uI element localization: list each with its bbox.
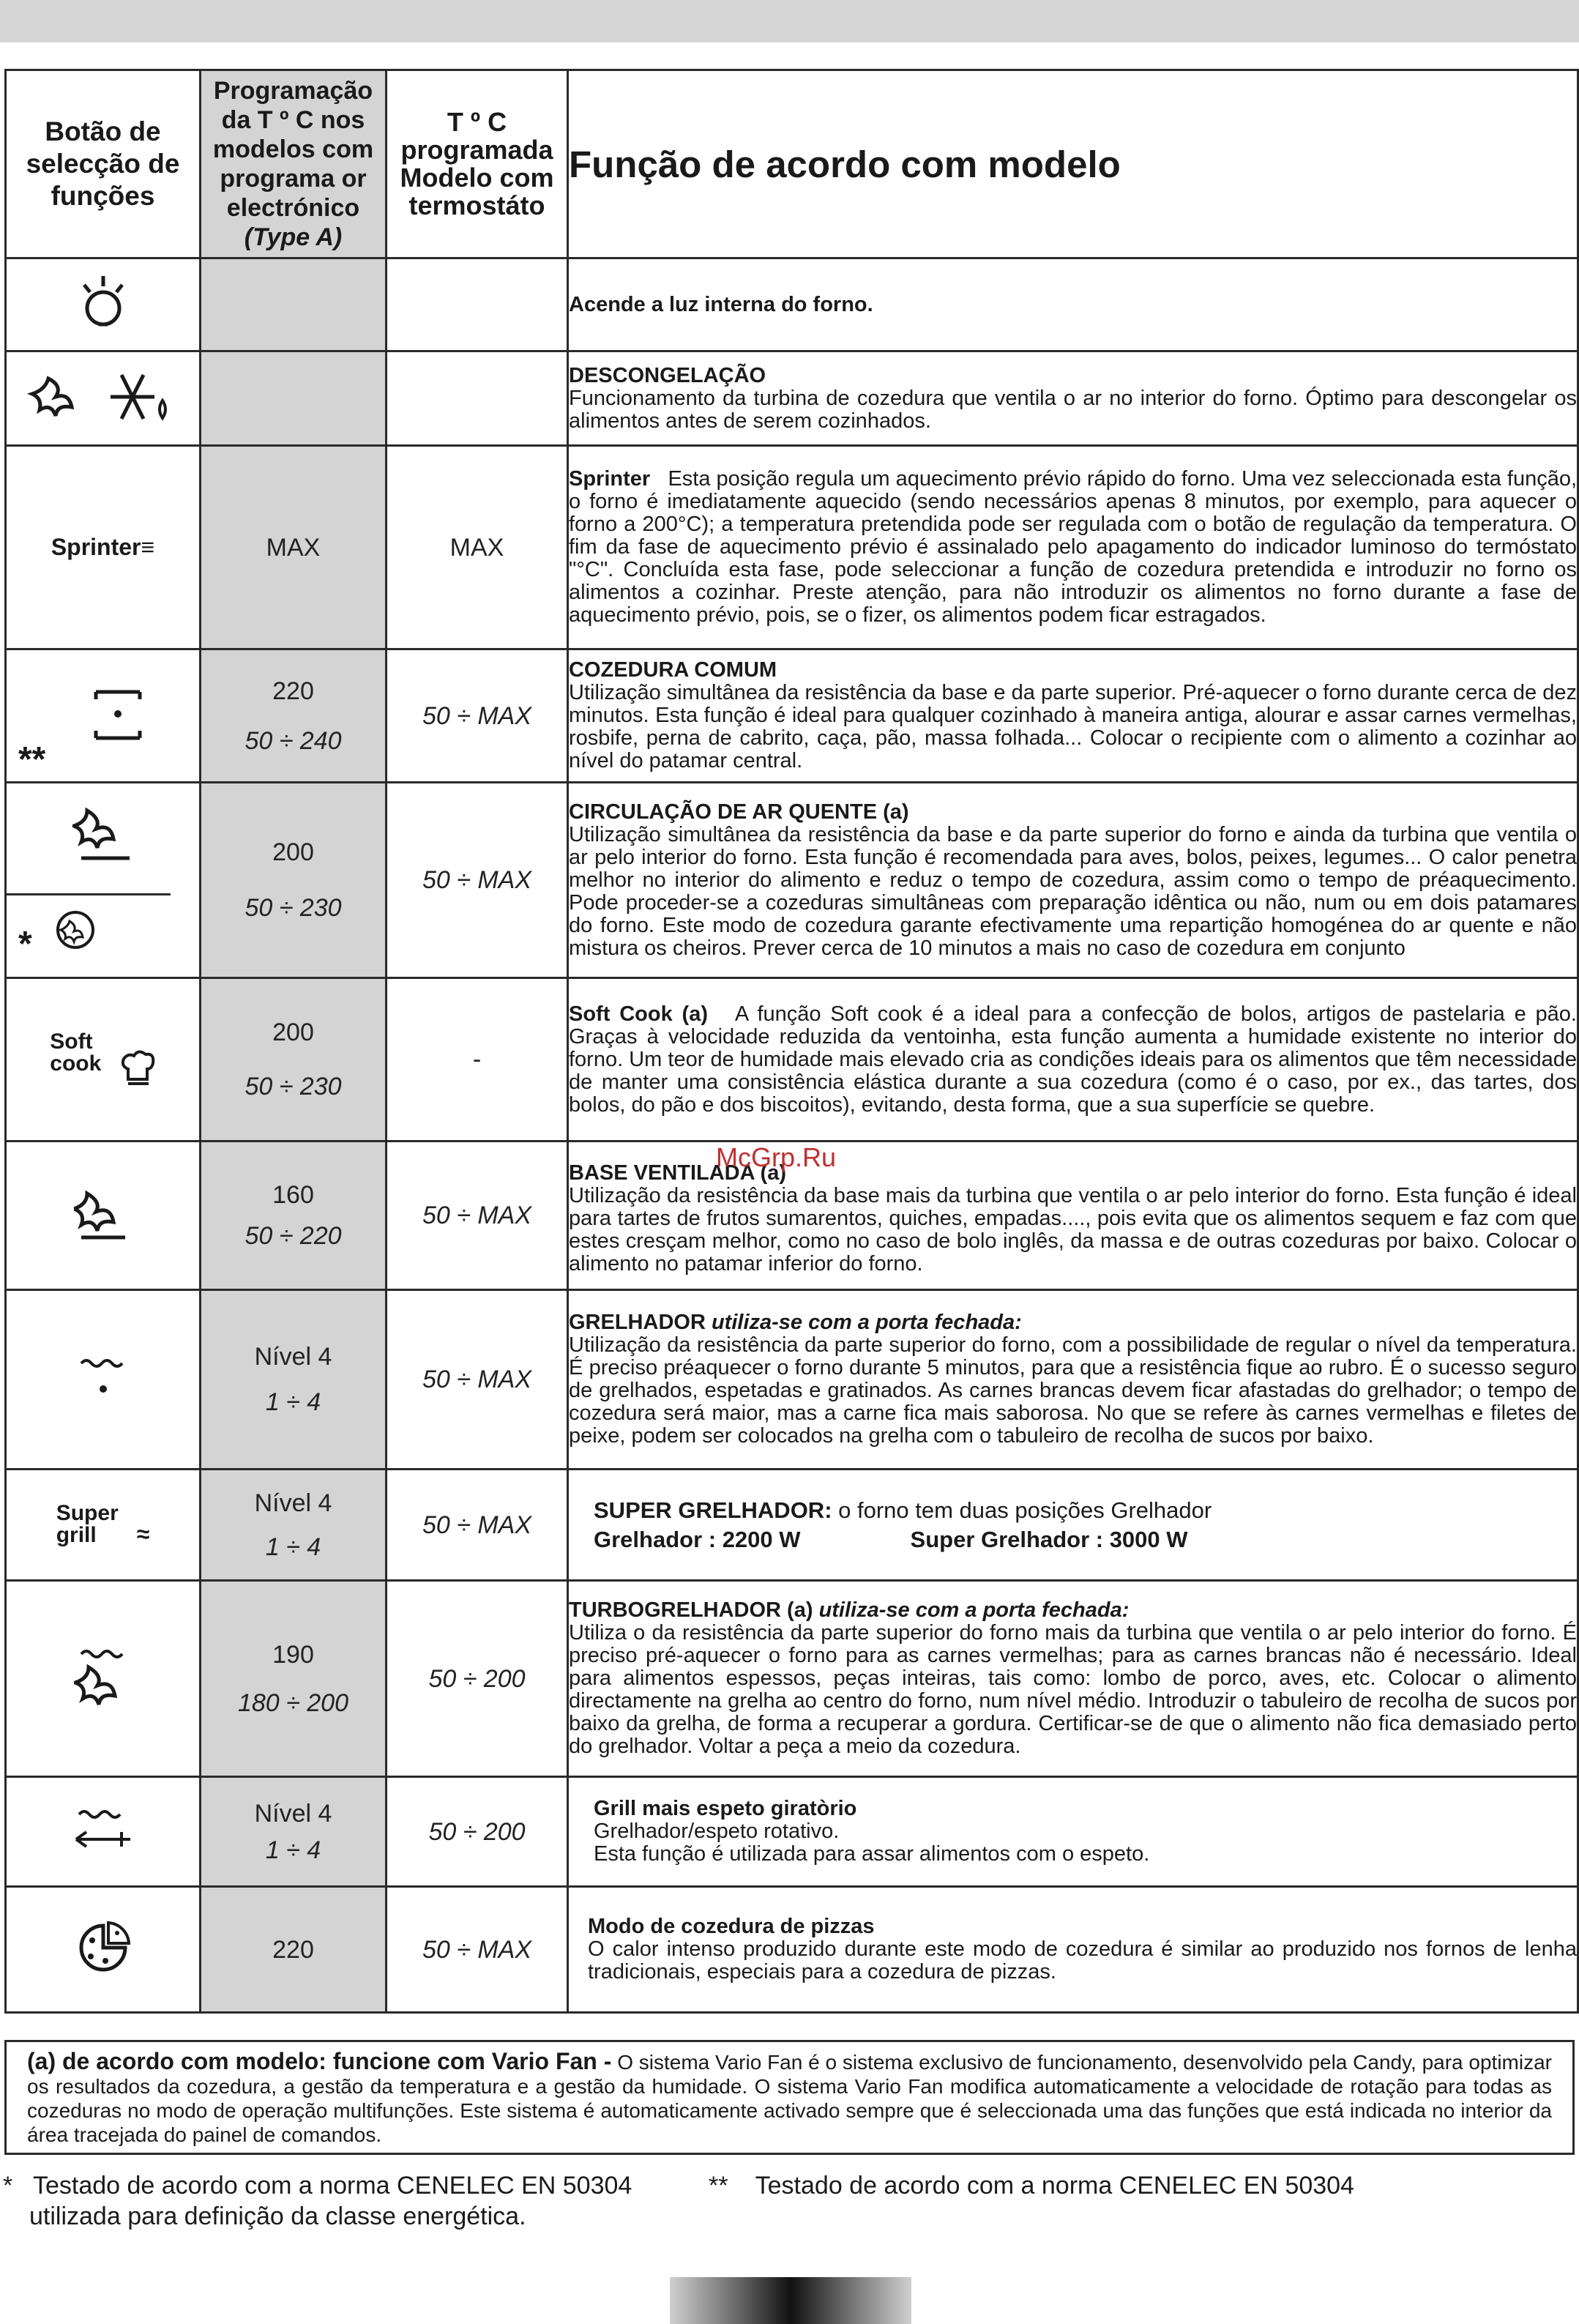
programmed-temp-cell: 220 [201,1887,387,2013]
fan-eco-icon [53,908,97,952]
thermostat-temp-cell: 50 ÷ 200 [387,1581,568,1777]
table-row [6,1470,1578,1581]
vario-fan-note [4,2040,1575,2155]
icon-cell [6,1470,201,1581]
programmed-temp-cell: 200 50 ÷ 230 [201,978,387,1141]
function-description: GRELHADOR utiliza-se com a porta fechada: Utilização da resistência da parte superior do forno, com a possibilidade de regular o nível da temperatura. É preciso préaquecer o forno durante 5 minutos, para que a resistência fique ao rubro. É o sucesso seguro de grelhados, espetadas e gratinados. As carnes brancas devem ficar afastadas do grelhador; o tempo de cozedura será maior, mas a carne fica mais saborosa. No que se refere às carnes vermelhas e filetes de peixe, podem ser colocados na grelha com o tabuleiro de recolha de sucos por baixo. [568,1290,1578,1470]
turbo-grill-icon [74,1644,132,1710]
table-row [6,1887,1578,2013]
divider-line [7,893,171,895]
icon-cell [6,783,201,978]
fan-bottom-icon [74,1185,132,1243]
icon-cell [6,258,201,351]
footnote-double-star: ** Testado de acordo com a norma CENELEC EN 50304 [709,2172,1354,2200]
function-description: COZEDURA COMUM Utilização simultânea da resistência da base e da parte superior. Pré-aquecer o forno durante cerca de dez minutos. Esta função é ideal para qualquer cozinhado à maneira antiga, alourar e assar carnes vermelhas, rosbife, perna de cabrito, caça, pão, massa folhada... Colocar o recipiente com o alimento a cozinhar ao nível do patamar central. [568,649,1578,783]
grill-icon [74,1349,132,1407]
table-row [6,1290,1578,1470]
thermostat-temp-cell: 50 ÷ MAX [387,783,568,978]
soft-cook-icon: Soft cook [50,1029,102,1076]
double-star-mark: ** [18,740,46,779]
icon-cell [6,649,201,783]
table-row [6,783,1578,978]
wave-icon: ≈ [136,1520,150,1547]
chef-hat-icon [119,1047,156,1088]
thermostat-temp-cell: 50 ÷ MAX [387,1887,568,2013]
icon-cell [6,1581,201,1777]
sprinter-lines-icon: ≡ [141,534,155,560]
function-description: Soft Cook (a) A função Soft cook é a ideal para a confecção de bolos, artigos de pastelaria e pão. Graças à velocidade reduzida da ventoinha, esta função aumenta a humidade existente no interior do forno. Um teor de humidade mais elevado cria as condições ideais para os alimentos que têm necessidade de manter uma consistência elástica durante a sua cozedura (como é o caso, por ex., das tartes, dos bolos, do pão e dos biscoitos), evitando, desta forma, que a sua superfície se quebre. [568,978,1578,1141]
functions-table [4,69,1579,2014]
header-function-selector: Botão de selecção de funções [6,70,201,258]
top-gray-bar [0,0,1579,42]
icon-cell [6,978,201,1141]
note-text: O sistema Vario Fan é o sistema exclusivo de funcionamento, desenvolvido pela Candy, para optimizar os resultados da cozedura, a gestão da temperatura e a gestão da humidade. O sistema Vario Fan modifica automaticamente a velocidade de rotação para todas as cozeduras no modo de operação multifunções. Este sistema é automaticamente activado sempre que é seleccionada uma das funções que está indicada no interior da área tracejada do painel de comandos. [27,2051,1552,2146]
thermostat-temp-cell: 50 ÷ MAX [387,1290,568,1470]
function-description: TURBOGRELHADOR (a) utiliza-se com a porta fechada: Utiliza o da resistência da parte superior do forno mais da turbina que ventila o ar pelo interior do forno. É preciso pré-aquecer o forno para as carnes vermelhas; para as carnes brancas não é necessário. Ideal para alimentos espessos, peças inteiras, tais como: lombo de porco, aves, etc. Colocar o alimento directamente na grelha ao centro do forno, num nível médio. Introduzir o tabuleiro de recolha de sucos por baixo da grelha, de forma a recuperar a gordura. Certificar-se de que o alimento não fica demasiado perto do grelhador. Voltar a peça a meio da cozedura. [568,1581,1578,1777]
footnote-single-star: * Testado de acordo com a norma CENELEC EN 50304 utilizada para definição da classe energética. [3,2172,632,2230]
single-star-mark: * [18,925,32,964]
programmed-temp-cell: Nível 4 1 ÷ 4 [201,1777,387,1887]
programmed-temp-cell: 200 50 ÷ 230 [201,783,387,978]
programmed-temp-cell [201,351,387,446]
programmed-temp-cell: Nível 4 1 ÷ 4 [201,1470,387,1581]
programmed-temp-cell: 190 180 ÷ 200 [201,1581,387,1777]
defrost-icon [26,364,180,430]
icon-cell [6,1290,201,1470]
thermostat-temp-cell [387,258,568,351]
function-description: Sprinter Esta posição regula um aquecimento prévio rápido do forno. Uma vez seleccionada esta função, o forno é imediatamente aquecido (sendo necessários apenas 8 minutos, por exemplo, para aquecer o forno a 200°C); a temperatura pretendida pode ser regulada com o botão de regulação da temperatura. O fim da fase de aquecimento prévio é assinalado pelo apagamento do indicador luminoso do termóstato "°C". Concluída esta fase, pode seleccionar a função de cozedura pretendida e introduzir no forno os alimentos a cozinhar. Preste atenção, para não introduzir os alimentos no forno durante a fase de aquecimento prévio, pois, se o fizer, os alimentos podem ficar estragados. [568,446,1578,649]
table-row [6,446,1578,649]
function-description: SUPER GRELHADOR: o forno tem duas posições Grelhador Grelhador : 2200 W Super Grelhador : 3000 W [568,1470,1578,1581]
icon-cell [6,1141,201,1290]
icon-cell [6,351,201,446]
bottom-gradient-bar [670,2277,911,2324]
icon-cell [6,1887,201,2013]
function-description: Grill mais espeto giratòrio Grelhador/espeto rotativo. Esta função é utilizada para assar alimentos com o espeto. [568,1777,1578,1887]
rotisserie-icon [70,1804,136,1855]
fan-heat-icon [72,800,138,865]
function-description: Modo de cozedura de pizzas O calor intenso produzido durante este modo de cozedura é similar ao produzido nos fornos de lenha tradicionais, especiais para a cozedura de pizzas. [568,1887,1578,2013]
table-row [6,649,1578,783]
table-row [6,1777,1578,1887]
conventional-icon [85,681,151,747]
header-function-description: Função de acordo com modelo [568,70,1578,258]
header-programmed-temp: Programação da T º C nos modelos com programa or electrónico (Type A) [201,70,387,258]
thermostat-temp-cell: 50 ÷ MAX [387,649,568,783]
thermostat-temp-cell: 50 ÷ 200 [387,1777,568,1887]
pizza-icon [70,1918,136,1977]
header-row [6,70,1578,258]
table-row [6,1581,1578,1777]
super-grill-icon: Super grill [56,1500,119,1547]
icon-cell [6,446,201,649]
programmed-temp-cell: 220 50 ÷ 240 [201,649,387,783]
thermostat-temp-cell: 50 ÷ MAX [387,1141,568,1290]
function-description: Acende a luz interna do forno. [568,258,1578,351]
thermostat-temp-cell: MAX [387,446,568,649]
header-thermostat-temp: T º C programada Modelo com termostáto [387,70,568,258]
thermostat-temp-cell [387,351,568,446]
programmed-temp-cell: MAX [201,446,387,649]
note-title: (a) de acordo com modelo: funcione com Vario Fan - [27,2048,612,2074]
oven-light-icon [74,270,132,336]
thermostat-temp-cell: - [387,978,568,1141]
function-description: DESCONGELAÇÃO Funcionamento da turbina de cozedura que ventila o ar no interior do forno. Óptimo para descongelar os alimentos antes de serem cozinhados. [568,351,1578,446]
sprinter-icon: Sprinter [51,534,141,560]
watermark: McGrp.Ru [716,1142,837,1172]
thermostat-temp-cell: 50 ÷ MAX [387,1470,568,1581]
icon-cell [6,1777,201,1887]
table-row [6,258,1578,351]
table-row [6,351,1578,446]
programmed-temp-cell: Nível 4 1 ÷ 4 [201,1290,387,1470]
function-description: CIRCULAÇÃO DE AR QUENTE (a) Utilização simultânea da resistência da base e da parte superior do forno e ainda da turbina que ventila o ar pelo interior do forno. Esta função é recomendada para aves, bolos, peixes, legumes... O calor penetra melhor no interior do alimento e reduz o tempo de cozedura, assim como o tempo de préaquecimento. Pode proceder-se a cozeduras simultâneas com preparação idêntica ou não, num ou em dois patamares do forno. Este modo de cozedura garante efectivamente uma repartição homogénea do ar quente e não mistura os cheiros. Prever cerca de 10 minutos a mais no caso de cozedura em conjunto [568,783,1578,978]
function-description: BASE VENTILADA (a) Utilização da resistência da base mais da turbina que ventila o ar pelo interior do forno. Esta função é ideal para tartes de frutos sumarentos, quiches, empadas...., pois evita que os alimentos sequem e faz com que estes cresçam melhor, como no caso de bolo inglês, da massa e de outras cozeduras por baixo. Colocar o alimento no patamar inferior do forno. [568,1141,1578,1290]
programmed-temp-cell: 160 50 ÷ 220 [201,1141,387,1290]
programmed-temp-cell [201,258,387,351]
table-row [6,978,1578,1141]
